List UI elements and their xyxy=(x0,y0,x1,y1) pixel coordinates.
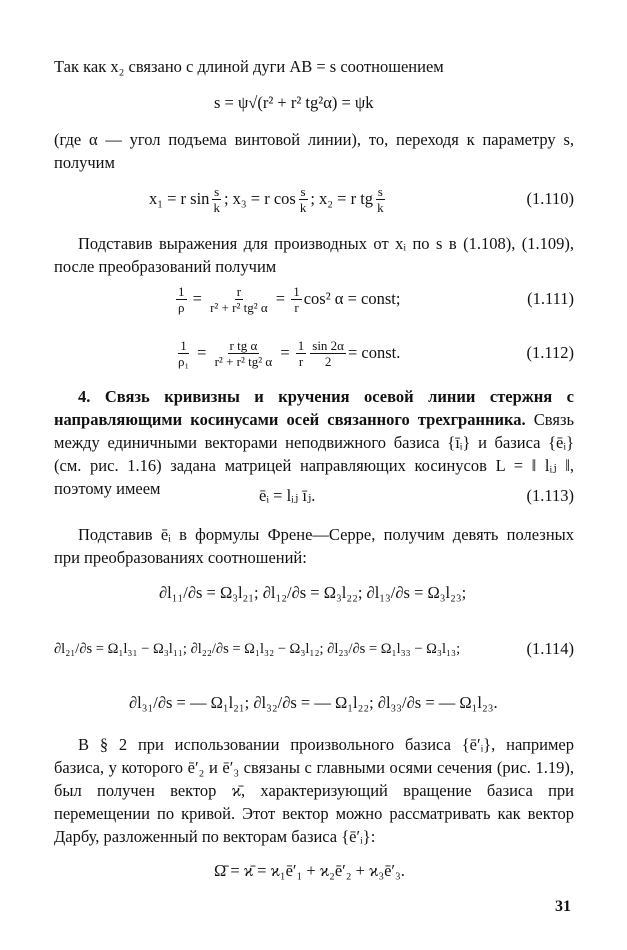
paragraph-3: Подставив выражения для производных от xᵢ по s в (1.108), (1.109), после преобразований получим xyxy=(54,234,574,276)
equation-arc-length-body: s = ψ√(r² + r² tg²α) = ψk xyxy=(214,93,374,112)
equation-1-114-row-2: ∂l₂₁/∂s = Ω₁l₃₁ − Ω₃l₁₁; ∂l₂₂/∂s = Ω₁l₃₂ − Ω₃l₁₂; ∂l₂₃/∂s = Ω₁l₃₃ − Ω₃l₁₃; (1.114) xyxy=(54,639,574,658)
equation-number-1-113: (1.113) xyxy=(526,486,574,505)
equation-number-1-114: (1.114) xyxy=(526,639,574,658)
eq111-tail: cos² α = const; xyxy=(303,289,401,308)
paragraph-1: Так как x₂ связано с длиной дуги AB = s соотношением xyxy=(54,57,444,76)
eq110-frac-3: $\frac{s}{k}$ xyxy=(377,183,384,215)
equation-1-113: ēᵢ = lᵢⱼ īⱼ. (1.113) xyxy=(259,486,574,505)
equation-1-111: $\frac{1}{\rho}$ = $\frac{r}{\text{r² + r² tg² α}}$ = $\frac{1}{r}$ cos² α = const; (1.111) xyxy=(178,283,574,315)
paragraph-6: В § 2 при использовании произвольного базиса {ē′ᵢ}, например базиса, у которого ē′₂ и ē′₃ связаны с главными осями сечения (рис. 1.19), был получен вектор ϰ̄, характеризующий вращение базиса при перемещении по кривой. Этот вектор можно рассматривать как вектор Дарбу, разложенный по векторам базиса {ē′ᵢ}: xyxy=(54,735,574,846)
equation-1-114-row-3: ∂l₃₁/∂s = — Ω₁l₂₁; ∂l₃₂/∂s = — Ω₁l₂₂; ∂l₃₃/∂s = — Ω₁l₂₃. xyxy=(129,693,498,712)
section-heading-4: 4. Связь кривизны и кручения осевой линии стержня с направляющими косинусами осей связанного трехгранника. xyxy=(54,387,574,429)
equation-arc-length xyxy=(54,80,574,126)
equation-1-114-row-1: ∂l₁₁/∂s = Ω₃l₂₁; ∂l₁₂/∂s = Ω₃l₂₂; ∂l₁₃/∂s = Ω₃l₂₃; xyxy=(159,583,467,602)
equation-number-1-110: (1.110) xyxy=(526,189,574,208)
paragraph-2: (где α — угол подъема винтовой линии), то, переходя к параметру s, получим xyxy=(54,130,574,172)
eq112-tail: = const. xyxy=(348,343,401,362)
eq110-x2: ; x₂ = r tg xyxy=(310,189,374,208)
equation-1-110 xyxy=(54,176,574,222)
equation-number-1-111: (1.111) xyxy=(527,289,574,308)
page-number: 31 xyxy=(555,898,571,915)
equation-1-112: $\frac{1}{\text{ρ₁}}$ = $\frac{\text{r tg α}}{\text{r² + r² tg² α}}$ = $\frac{1}{r}$ $\frac{\sin 2\alpha}{2}$ = const. (1.112) xyxy=(178,337,574,369)
paragraph-4-rest: Связь между единичными векторами неподвижного базиса {īᵢ} и базиса {ēᵢ} (см. рис. 1.16) задана матрицей направляющих косинусов L = ‖ lᵢⱼ ‖, поэтому имеем xyxy=(54,410,574,498)
eq110-x3: ; x₃ = r cos xyxy=(223,189,296,208)
equation-omega: Ω̄ = ϰ̄ = ϰ₁ē′₁ + ϰ₂ē′₂ + ϰ₃ē′₃. xyxy=(214,861,405,880)
eq110-frac-2: $\frac{s}{k}$ xyxy=(299,183,307,215)
equation-number-1-112: (1.112) xyxy=(526,343,574,362)
paragraph-5: Подставив ēᵢ в формулы Френе—Серре, получим девять полезных при преобразованиях соотношений: xyxy=(54,525,574,567)
eq110-x1: x₁ = r sin xyxy=(149,189,210,208)
eq110-frac-1: $\frac{s}{k}$ xyxy=(213,183,220,215)
